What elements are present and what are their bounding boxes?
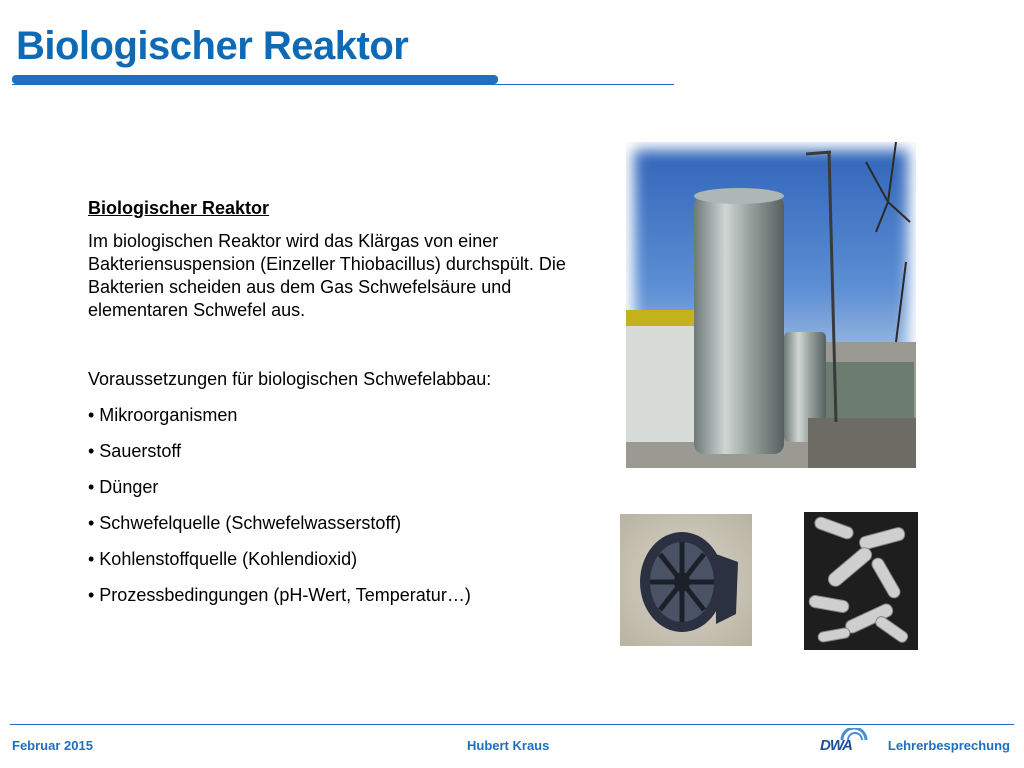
- list-item: • Kohlenstoffquelle (Kohlendioxid): [88, 549, 358, 569]
- content-heading: Biologischer Reaktor: [88, 198, 270, 218]
- title-underline-rule: [12, 84, 674, 85]
- list-item: • Sauerstoff: [88, 441, 182, 461]
- list-item: • Dünger: [88, 477, 159, 497]
- prerequisites-list: [88, 404, 608, 607]
- slide-title: Biologischer Reaktor: [16, 24, 409, 68]
- carrier-element-photo: [620, 514, 752, 646]
- footer-author: Hubert Kraus: [467, 738, 550, 753]
- list-item: • Prozessbedingungen (pH-Wert, Temperatur…): [88, 585, 471, 605]
- list-item: • Mikroorganismen: [88, 405, 238, 425]
- logo-text: DWA: [820, 737, 852, 754]
- bacteria-micrograph: [804, 512, 918, 650]
- content-text-block: [88, 197, 608, 620]
- title-underline-bar: [12, 75, 498, 84]
- dwa-logo: [820, 728, 872, 756]
- footer-rule: [10, 724, 1014, 725]
- reactor-photo: [626, 142, 916, 468]
- footer-date: Februar 2015: [12, 738, 93, 753]
- footer-event: Lehrerbesprechung: [887, 738, 1010, 753]
- list-item: • Schwefelquelle (Schwefelwasserstoff): [88, 513, 402, 533]
- prerequisites-heading: Voraussetzungen für biologischen Schwefelabbau:: [88, 369, 492, 389]
- content-description: Im biologischen Reaktor wird das Klärgas von einer Bakteriensuspension (Einzeller Thiobacillus) durchspült. Die Bakterien scheiden aus dem Gas Schwefelsäure und elementaren Schwefel aus.: [88, 231, 566, 320]
